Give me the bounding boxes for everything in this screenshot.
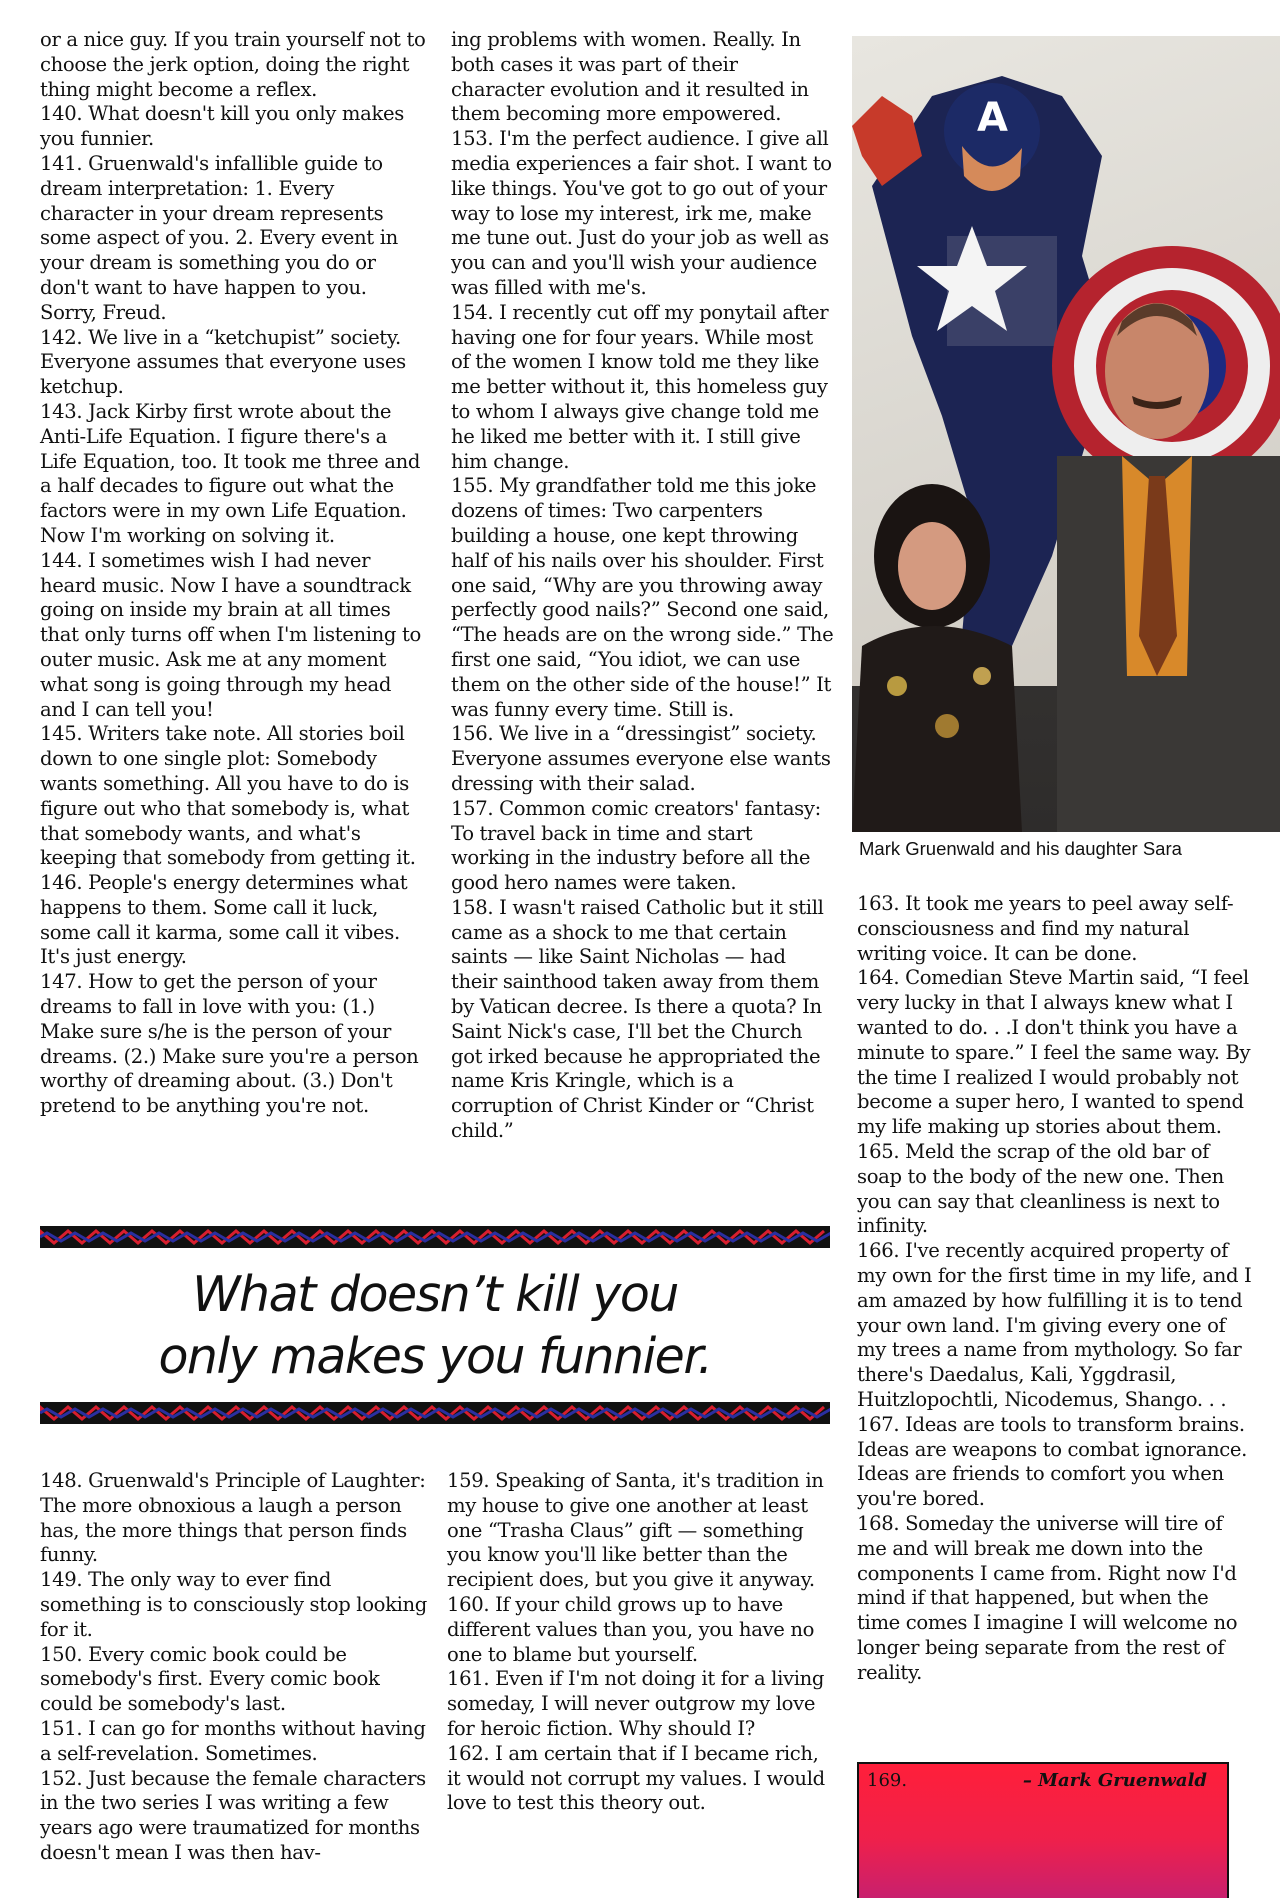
article-column-2 [451, 28, 835, 1144]
paragraph: 155. My grandfather told me this joke dozens of times: Two carpenters building a house, one kept throwing half of his nails over his shoulder. First one said, “Why are you throwing away perfectly good nails?” Second one said, “The heads are on the wrong side.” The first one said, “You idiot, we can use them on the other side of the house!” It was funny every time. Still is. [451, 474, 834, 721]
signature-name: – Mark Gruenwald [1022, 1770, 1207, 1791]
paragraph: or a nice guy. If you train yourself not to choose the jerk option, doing the right thing might become a reflex. [40, 28, 426, 101]
article-column-1 [40, 28, 428, 1119]
paragraph: 168. Someday the universe will tire of me and will break me down into the components I came from. Right now I'd mind if that happened, but when the time comes I imagine I will welcome no longer being separate from the rest of reality. [857, 1511, 1238, 1684]
paragraph: 144. I sometimes wish I had never heard music. Now I have a soundtrack going on inside my brain at all times that only turns off when I'm listening to outer music. Ask me at any moment what song is going through my head and I can tell you! [40, 548, 421, 721]
pull-quote-line-2: only makes you funnier. [158, 1328, 712, 1385]
paragraph: 165. Meld the scrap of the old bar of soap to the body of the new one. Then you can say that cleanliness is next to infinity. [857, 1139, 1224, 1238]
paragraph: 149. The only way to ever find something is to consciously stop looking for it. [40, 1568, 428, 1641]
paragraph: ing problems with women. Really. In both cases it was part of their character evolution and it resulted in them becoming more empowered. [451, 28, 809, 126]
paragraph: 150. Every comic book could be somebody's first. Every comic book could be somebody's last. [40, 1642, 380, 1716]
photo [852, 36, 1280, 832]
article-column-4 [40, 1469, 428, 1866]
paragraph: 145. Writers take note. All stories boil down to one single plot: Somebody wants something. All you have to do is figure out who that somebody is, what that somebody wants, and what's keeping that somebody from getting it. [40, 722, 416, 870]
paragraph: 143. Jack Kirby first wrote about the Anti-Life Equation. I figure there's a Life Equation, too. It took me three and a half decades to figure out what the factors were in my own Life Equation. Now I'm working on solving it. [40, 399, 421, 547]
decorative-border-bottom [40, 1402, 830, 1424]
paragraph: 156. We live in a “dressingist” society. Everyone assumes everyone else wants dressing with their salad. [451, 722, 831, 795]
paragraph: 164. Comedian Steve Martin said, “I feel very lucky in that I always knew what I wanted to do. . .I don't think you have a minute to spare.” I feel the same way. By the time I realized I would probably not become a super hero, I wanted to spend my life making up stories about them. [857, 966, 1251, 1139]
paragraph: 159. Speaking of Santa, it's tradition in my house to give one another at least one “Trasha Claus” gift — something you know you'll like better than the recipient does, but you give it anyway. [447, 1469, 824, 1592]
signature-number: 169. [867, 1770, 908, 1791]
paragraph: 152. Just because the female characters in the two series I was writing a few years ago were traumatized for months doesn't mean I was then hav- [40, 1766, 426, 1864]
paragraph: 160. If your child grows up to have different values than you, you have no one to blame but yourself. [447, 1592, 815, 1666]
paragraph: 162. I am certain that if I became rich, it would not corrupt my values. I would love to test this theory out. [447, 1741, 825, 1815]
svg-text:A: A [977, 95, 1008, 141]
paragraph: 153. I'm the perfect audience. I give all media experiences a fair shot. I want to like things. You've got to go out of your way to lose my interest, irk me, make me tune out. Just do your job as well as you can and you'll wish your audience was filled with me's. [451, 127, 832, 299]
paragraph: 147. How to get the person of your dreams to fall in love with you: (1.) Make sure s/he is the person of your dreams. (2.) Make sure you're a person worthy of dreaming about. (3.) Don't pretend to be anything you're not. [40, 970, 419, 1118]
paragraph: 146. People's energy determines what happens to them. Some call it luck, some call it karma, some call it vibes. It's just energy. [40, 871, 408, 969]
paragraph: 141. Gruenwald's infallible guide to dream interpretation: 1. Every character in your dream represents some aspect of you. 2. Every event in your dream is something you do or don't want to have happen to you. Sorry, Freud. [40, 151, 398, 324]
paragraph: 157. Common comic creators' fantasy: To travel back in time and start working in the industry before all the good hero names were taken. [451, 796, 821, 895]
paragraph: 142. We live in a “ketchupist” society. Everyone assumes that everyone uses ketchup. [40, 325, 406, 399]
decorative-border-top [40, 1226, 830, 1248]
pull-quote [40, 1264, 830, 1388]
paragraph: 154. I recently cut off my ponytail after having one for four years. While most of the women I know told me they like me better without it, this homeless guy to whom I always give change told me he liked me better with it. I still give him change. [451, 300, 829, 473]
article-column-3 [857, 892, 1255, 1686]
signature-box [857, 1762, 1229, 1898]
paragraph: 167. Ideas are tools to transform brains. Ideas are weapons to combat ignorance. Ideas are friends to comfort you when you're bored. [857, 1412, 1247, 1511]
article-column-5 [447, 1469, 835, 1816]
paragraph: 148. Gruenwald's Principle of Laughter: The more obnoxious a laugh a person has, the more things that person finds funny. [40, 1469, 426, 1567]
photo-illustration [852, 36, 1280, 832]
paragraph: 158. I wasn't raised Catholic but it still came as a shock to me that certain saints — like Saint Nicholas — had their sainthood taken away from them by Vatican decree. Is there a quota? In Saint Nick's case, I'll bet the Church got irked because he appropriated the name Kris Kringle, which is a corruption of Christ Kinder or “Christ child.” [451, 895, 824, 1143]
paragraph: 163. It took me years to peel away self-consciousness and find my natural writing voice. It can be done. [857, 892, 1234, 965]
paragraph: 140. What doesn't kill you only makes you funnier. [40, 102, 404, 151]
paragraph: 151. I can go for months without having a self-revelation. Sometimes. [40, 1716, 426, 1765]
paragraph: 166. I've recently acquired property of my own for the first time in my life, and I am amazed by how fulfilling it is to tend your own land. I'm giving every one of my trees a name from mythology. So far there's Daedalus, Kali, Yggdrasil, Huitzlopochtli, Nicodemus, Shango. . . [857, 1239, 1252, 1411]
pull-quote-line-1: What doesn’t kill you [192, 1266, 678, 1323]
paragraph: 161. Even if I'm not doing it for a living someday, I will never outgrow my love for heroic fiction. Why should I? [447, 1667, 825, 1740]
photo-caption: Mark Gruenwald and his daughter Sara [859, 838, 1182, 859]
